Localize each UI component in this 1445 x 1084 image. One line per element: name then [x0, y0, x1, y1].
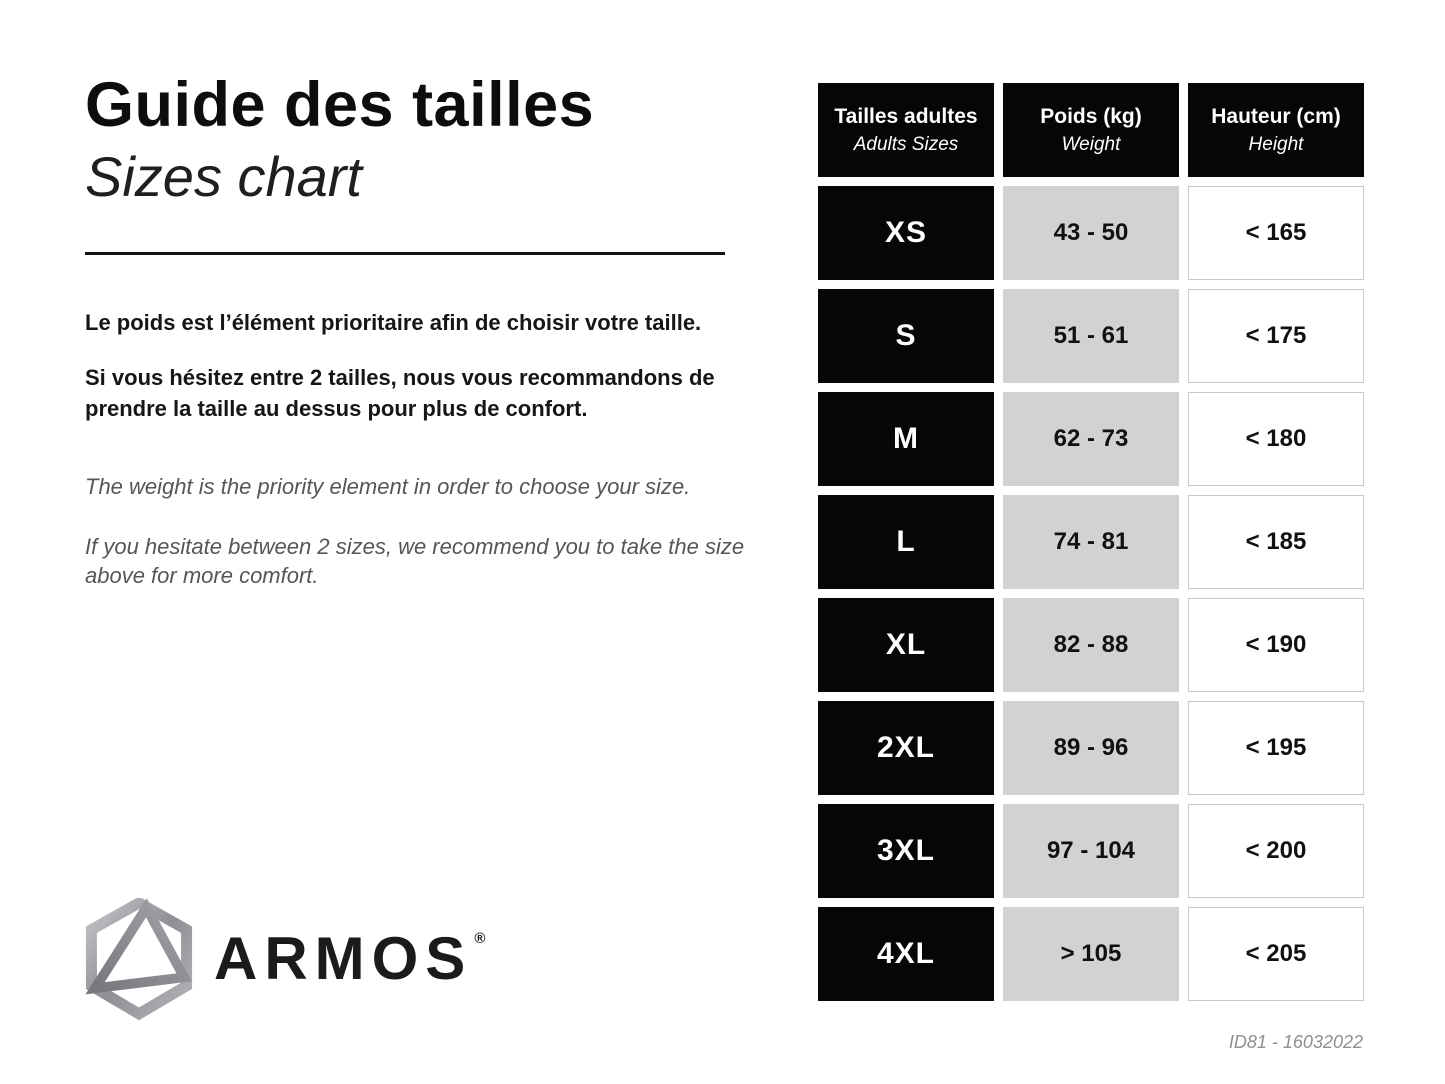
height-cell: < 175	[1188, 289, 1364, 383]
size-cell: 2XL	[818, 701, 994, 795]
table-header-label: Poids (kg)	[1040, 105, 1142, 129]
table-header-label: Hauteur (cm)	[1211, 105, 1341, 129]
weight-cell: 89 - 96	[1003, 701, 1179, 795]
weight-cell: > 105	[1003, 907, 1179, 1001]
weight-cell: 43 - 50	[1003, 186, 1179, 280]
size-cell: XL	[818, 598, 994, 692]
weight-cell: 62 - 73	[1003, 392, 1179, 486]
intro-paragraph-en-1: The weight is the priority element in order to choose your size.	[85, 474, 691, 500]
intro-paragraph-fr-2: Si vous hésitez entre 2 tailles, nous vous recommandons de prendre la taille au dessus pour plus de confort.	[85, 364, 715, 422]
table-header-label: Tailles adultes	[834, 105, 978, 129]
height-cell: < 165	[1188, 186, 1364, 280]
weight-cell: 74 - 81	[1003, 495, 1179, 589]
document-id: ID81 - 16032022	[1228, 1032, 1363, 1052]
divider-line	[85, 252, 725, 255]
size-cell: XS	[818, 186, 994, 280]
brand-logo	[78, 898, 485, 1020]
size-cell: 3XL	[818, 804, 994, 898]
page-title: Guide des tailles	[85, 70, 595, 140]
height-cell: < 180	[1188, 392, 1364, 486]
height-cell: < 195	[1188, 701, 1364, 795]
table-header-sublabel: Height	[1248, 133, 1304, 155]
page-subtitle: Sizes chart	[85, 145, 362, 209]
height-cell: < 185	[1188, 495, 1364, 589]
size-cell: 4XL	[818, 907, 994, 1001]
weight-cell: 82 - 88	[1003, 598, 1179, 692]
table-header-cell	[1188, 83, 1364, 177]
brand-name: ARMOS	[214, 925, 473, 992]
height-cell: < 205	[1188, 907, 1364, 1001]
size-chart-table	[818, 83, 1364, 1001]
intro-section	[85, 72, 750, 590]
weight-cell: 51 - 61	[1003, 289, 1179, 383]
intro-paragraph-en-2: If you hesitate between 2 sizes, we recommend you to take the size above for more comfort.	[85, 533, 745, 588]
size-cell: L	[818, 495, 994, 589]
brand-wordmark	[214, 925, 486, 992]
table-header-cell	[1003, 83, 1179, 177]
table-header-cell	[818, 83, 994, 177]
registered-trademark-symbol: ®	[474, 930, 486, 947]
size-cell: S	[818, 289, 994, 383]
table-header-sublabel: Adults Sizes	[853, 133, 959, 155]
table-header-sublabel: Weight	[1061, 133, 1121, 155]
size-cell: M	[818, 392, 994, 486]
hexagon-triangle-logo-icon	[78, 898, 200, 1020]
weight-cell: 97 - 104	[1003, 804, 1179, 898]
height-cell: < 200	[1188, 804, 1364, 898]
intro-paragraph-fr-1: Le poids est l’élément prioritaire afin de choisir votre taille.	[85, 309, 702, 335]
height-cell: < 190	[1188, 598, 1364, 692]
